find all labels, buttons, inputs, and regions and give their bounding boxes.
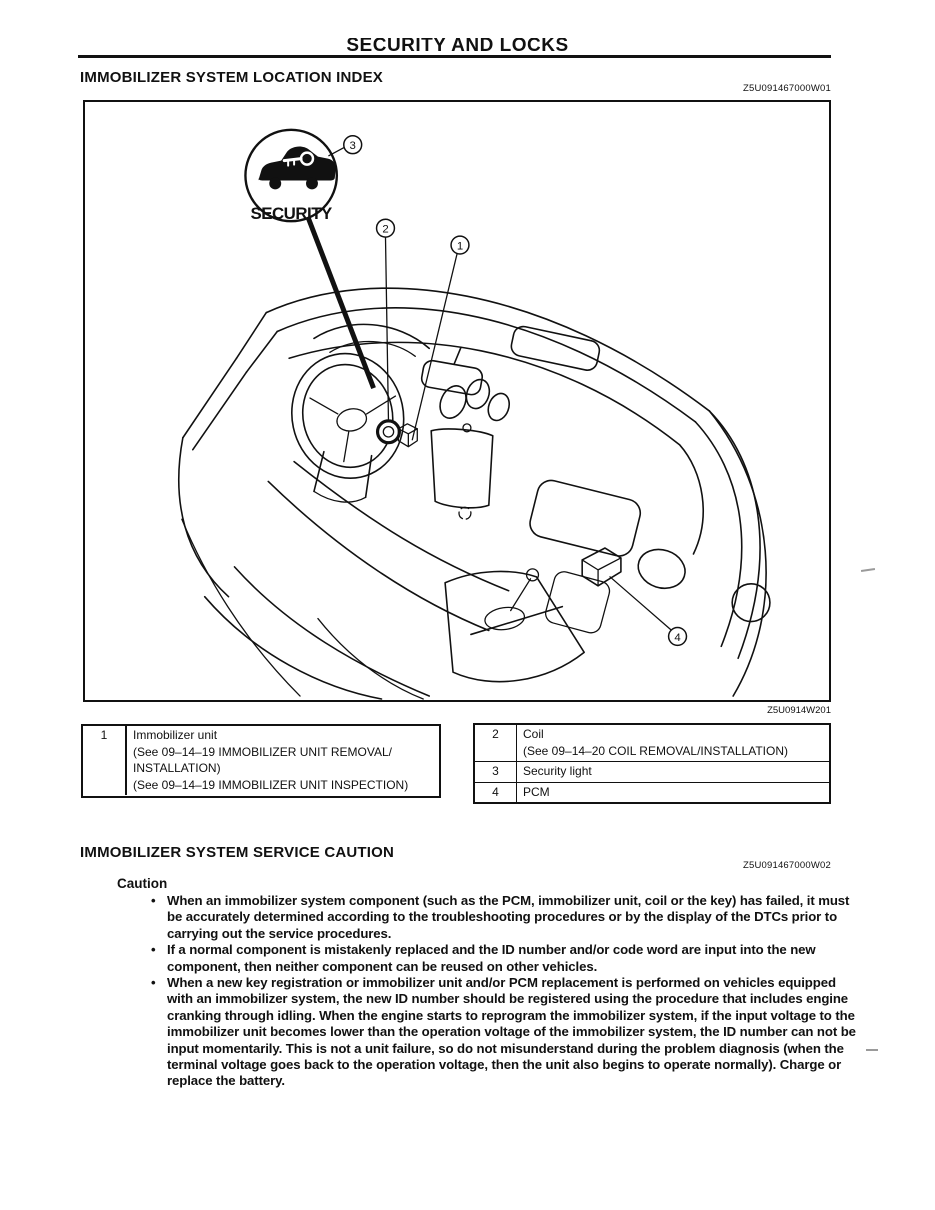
callout-1	[451, 236, 469, 254]
legend-line: (See 09–14–19 IMMOBILIZER UNIT INSPECTION)	[133, 777, 409, 792]
magnifier-leader-line	[308, 217, 374, 388]
callout-3	[344, 136, 362, 154]
legend-line: (See 09–14–20 COIL REMOVAL/INSTALLATION)	[523, 743, 788, 758]
legend-line: (See 09–14–19 IMMOBILIZER UNIT REMOVAL/	[133, 744, 392, 759]
legend-row-2	[475, 725, 829, 762]
legend-num: 2	[475, 725, 517, 761]
legend-row-3	[475, 762, 829, 783]
figure-box	[83, 100, 831, 702]
header-rule	[78, 55, 831, 58]
section-heading-service-caution: IMMOBILIZER SYSTEM SERVICE CAUTION	[80, 844, 395, 861]
legend-num: 1	[83, 726, 127, 795]
caution-bullet-list	[145, 893, 857, 1090]
running-header	[0, 38, 915, 53]
legend-line: Coil	[523, 727, 544, 741]
scan-margin-mark	[861, 568, 875, 572]
scan-margin-mark	[866, 1049, 878, 1051]
legend-text: Security light	[523, 764, 592, 778]
sun-visor	[510, 325, 602, 372]
legend-table-right	[473, 723, 831, 804]
vehicle-interior-diagram	[85, 102, 833, 700]
legend-text	[517, 725, 829, 761]
ref-code-w01: Z5U091467000W01	[742, 83, 831, 94]
svg-text:1: 1	[456, 240, 464, 253]
legend-line: Immobilizer unit	[133, 728, 218, 742]
caution-bullet: • When a new key registration or immobilizer unit and/or PCM replacement is performed on vehicles equipped with an immobilizer system, the new ID number should be registered using the procedure that includes engine cranking through idling. When the engine starts to reprogram the immobilizer system, if the input voltage to the immobilizer unit becomes lower than the operation voltage of the immobilizer system, the ID number can not be input momentarily. This is not a unit failure, so do not misunderstand during the problem diagnosis (when the terminal voltage goes back to the operation voltage, then the unit also begins to operate normally). Charge or replace the battery.	[145, 975, 857, 1090]
legend-table-left	[81, 724, 441, 798]
legend-line: INSTALLATION)	[133, 761, 221, 775]
caution-label: Caution	[117, 876, 168, 891]
rearview-mirror	[420, 347, 483, 396]
svg-text:4: 4	[674, 631, 681, 644]
legend-row-1	[83, 726, 439, 795]
pcm-box	[582, 548, 621, 586]
legend-num: 3	[475, 762, 517, 782]
legend-num: 4	[475, 783, 517, 803]
legend-row-4	[475, 783, 829, 803]
legend-text: PCM	[523, 784, 550, 799]
caution-bullet: • If a normal component is mistakenly replaced and the ID number and/or code word are input into the new component, then neither component can be reused on other vehicles.	[145, 942, 857, 975]
section-heading-location-index: IMMOBILIZER SYSTEM LOCATION INDEX	[80, 69, 383, 86]
callout-4	[669, 627, 687, 645]
security-indicator	[245, 130, 336, 223]
page-title: SECURITY AND LOCKS	[346, 38, 569, 53]
security-light-label: SECURITY	[250, 204, 332, 224]
ref-code-w02: Z5U091467000W02	[742, 860, 831, 871]
caution-bullet: • When an immobilizer system component (such as the PCM, immobilizer unit, coil or the key) has failed, it must be accurately determined according to the troubleshooting procedures or by the display of the DTCs prior to carrying out the service procedures.	[145, 893, 857, 942]
svg-text:2: 2	[382, 223, 389, 236]
callout-2	[377, 219, 395, 237]
svg-text:3: 3	[349, 140, 356, 153]
figure-code: Z5U0914W201	[767, 705, 831, 716]
coil-ring	[378, 421, 400, 443]
legend-text	[127, 726, 439, 795]
